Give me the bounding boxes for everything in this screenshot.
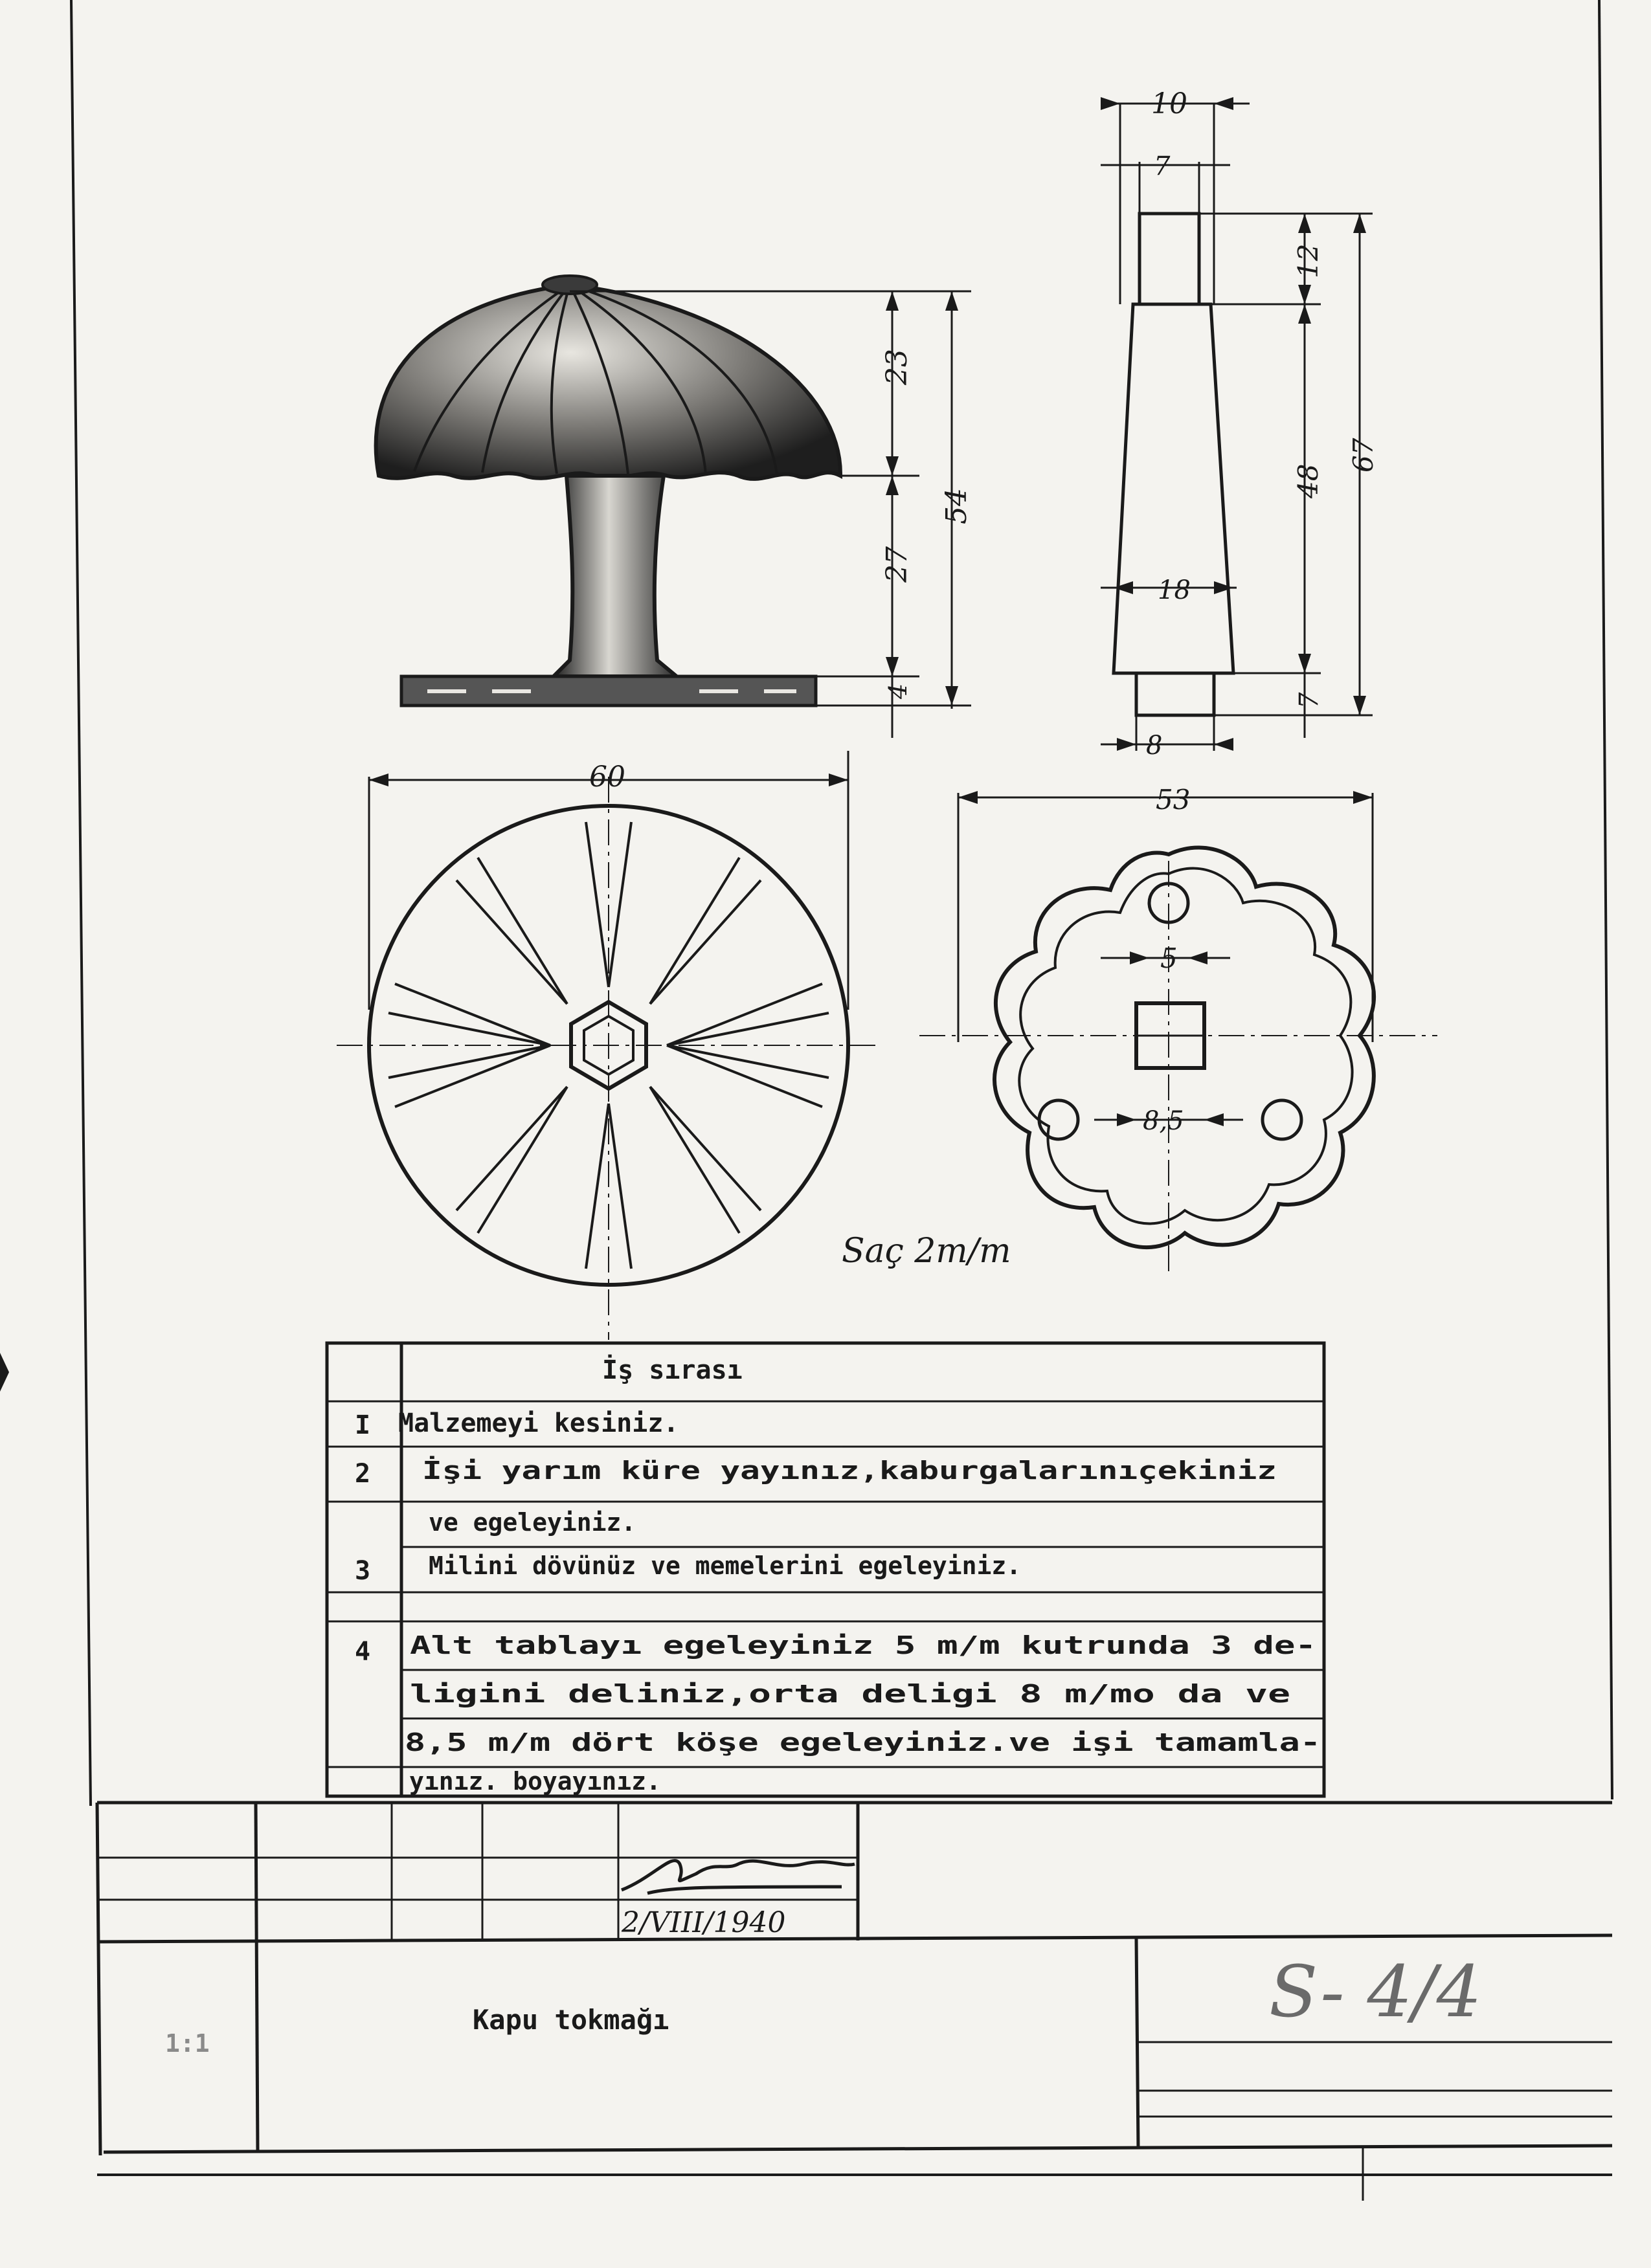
row-3-number: 3 <box>355 1556 371 1586</box>
dim-stem-height: 27 <box>881 546 914 583</box>
shaft-elevation-view <box>1101 87 1379 761</box>
knob-elevation-view <box>376 276 973 738</box>
signature <box>622 1861 855 1893</box>
row-2-line-2: ve egeleyiniz. <box>429 1508 636 1537</box>
dim-shaft-inner-dia: 7 <box>1154 151 1171 181</box>
row-2-number: 2 <box>355 1459 371 1489</box>
sheet-number: S- 4/4 <box>1269 1950 1482 2033</box>
row-1-line-1: Malzemeyi kesiniz. <box>398 1408 679 1438</box>
dim-shaft-bottom-dia: 18 <box>1158 575 1191 605</box>
dim-total-height: 54 <box>940 488 973 524</box>
signature-date: 2/VIII/1940 <box>622 1906 786 1939</box>
dim-plate-hole: 5 <box>1160 942 1178 974</box>
sheet-border <box>71 0 1612 2175</box>
base-plate-view <box>842 784 1437 1275</box>
row-4-line-2: ligini deliniz,orta deligi 8 m/mo dа ve <box>410 1680 1290 1708</box>
row-4-number: 4 <box>355 1637 371 1667</box>
row-1-number: I <box>355 1410 371 1440</box>
dim-cap-height: 23 <box>881 349 914 385</box>
dim-plate-width: 53 <box>1156 784 1191 816</box>
scale: 1:1 <box>165 2029 210 2058</box>
dim-base-height: 4 <box>884 683 912 699</box>
dim-shaft-total-len: 67 <box>1347 438 1379 472</box>
row-4-line-1: Alt tablayı egeleyiniz 5 m/m kutrunda 3 de- <box>410 1631 1316 1660</box>
row-3-line-1: Milini dövünüz ve memelerini egeleyiniz. <box>429 1551 1022 1580</box>
title-block <box>97 1803 1612 2201</box>
row-4-line-4: yınız. boyayınız. <box>409 1767 661 1796</box>
dim-shaft-top-dia: 10 <box>1151 87 1187 120</box>
knob-top-view <box>337 751 881 1340</box>
thickness-note: Saç 2m/m <box>842 1232 1011 1271</box>
row-2-line-1: İşi yarım küre yayınız,kaburgalarınıçekiniz <box>422 1456 1277 1485</box>
work-order-header: İş sırası <box>602 1355 743 1385</box>
margin-mark <box>0 1353 9 1392</box>
dim-plate-square: 8,5 <box>1143 1106 1184 1136</box>
drawing-title: Kapu tokmağı <box>473 2004 669 2036</box>
dim-shaft-bottom-len: 7 <box>1294 692 1324 709</box>
dim-shaft-square: 8 <box>1146 731 1163 761</box>
dim-shaft-top-len: 12 <box>1292 243 1324 278</box>
dim-shaft-mid-len: 48 <box>1292 463 1324 498</box>
dim-knob-diameter: 60 <box>589 761 625 794</box>
row-4-line-3: 8,5 m/m dört köşe egeleyiniz.ve işi tamamla- <box>405 1728 1321 1757</box>
work-order-table <box>327 1343 1324 1796</box>
